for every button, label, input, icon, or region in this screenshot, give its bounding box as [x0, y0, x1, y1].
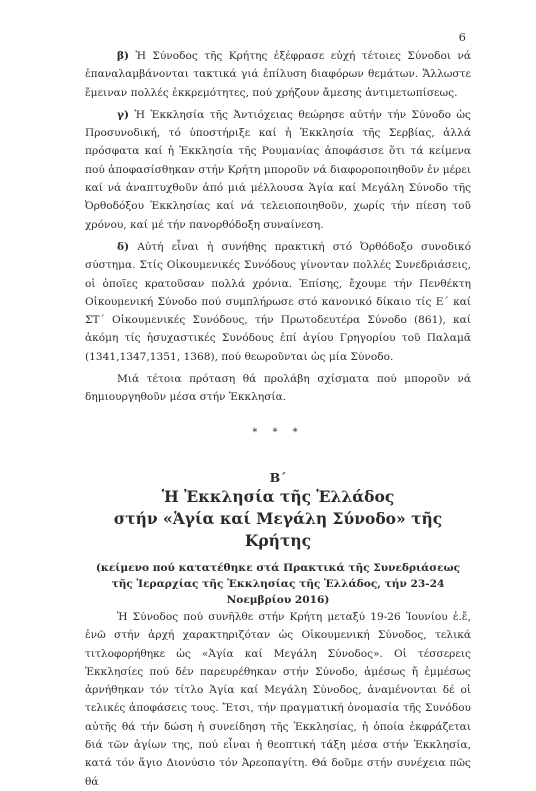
section-subtitle: (κείμενο πού κατατέθηκε στά Πρακτικά τῆς Συνεδριάσεως τῆς Ἱεραρχίας τῆς Ἐκκλησίας τῆς Ἑλλάδος, τήν 23-24 Νοεμβρίου 2016) — [95, 561, 461, 606]
section-letter: Β΄ — [269, 469, 287, 485]
paragraph-proposal: Μιά τέτοια πρόταση θά προλάβη σχίσματα πού μποροῦν νά δημιουργηθοῦν μέσα στήν Ἐκκλησία. — [85, 373, 471, 404]
page-number: 6 — [458, 30, 466, 44]
paragraph-marker: β) — [117, 50, 130, 62]
section-title-line-1: Ἡ Ἐκκλησία τῆς Ἑλλάδος — [161, 486, 395, 506]
paragraph-marker: γ) — [117, 108, 130, 121]
section-separator: * * * — [252, 426, 304, 438]
paragraph-gamma — [85, 106, 471, 234]
paragraph-text: Αὐτή εἶναι ἡ συνήθης πρακτική στό Ὀρθόδοξο συνοδικό σύστημα. Στίς Οἰκουμενικές Συνόδους γίνονταν πολλές Συνεδριάσεις, οἱ ὁποῖες κρατοῦσαν πολλά χρόνια. Ἐπίσης, ἔχουμε τήν Πενθέκτη Οἰκουμενική Σύνοδο πού συμπλήρωσε στό κανονικό δίκαιο τίς Ε΄ καί ΣΤ΄ Οἰκουμενικές Συνόδους, τήν Πρωτοδευτέρα Σύνοδο (861), καί ἀκόμη τίς ἡσυχαστικές Συνόδους ἐπί ἁγίου Γρηγορίου τοῦ Παλαμᾶ (1341,1347,1351, 1368), πού θεωροῦνται ὡς μία Σύνοδο. — [85, 240, 471, 363]
paragraph-text: Ἡ Ἐκκλησία τῆς Ἀντιόχειας θεώρησε αὐτήν τήν Σύνοδο ὡς Προσυνοδική, τό ὑποστήριξε καί ἡ Ἐκκλησία τῆς Σερβίας, ἀλλά πρόσφατα καί ἡ Ἐκκλησία τῆς Ρουμανίας ἀποφάσισε ὅτι τά κείμενα πού ἀποφασίσθηκαν στήν Κρήτη μποροῦν νά διαφοροποιηθοῦν ἐν μέρει καί νά ἀναπτυχθοῦν ἀπό μιά μέλλουσα Ἁγία καί Μεγάλη Σύνοδο τῆς Ὀρθοδόξου Ἐκκλησίας καί νά τελειοποιηθοῦν, χωρίς τήν πίεση τοῦ χρόνου, καί μέ τήν πανορθόδοξη συναίνεση. — [85, 108, 471, 231]
paragraph-text: Ἡ Σύνοδος τῆς Κρήτης ἐξέφρασε εὐχή τέτοιες Σύνοδοι νά ἐπαναλαμβάνονται τακτικά γιά ἐπίλυση διαφόρων θεμάτων. Ἄλλωστε ἔμειναν πολλές ἐκκρεμότητες, πού χρήζουν ἄμεσης ἀντιμετωπίσεως. — [85, 50, 471, 99]
paragraph-beta — [85, 47, 471, 102]
paragraph-delta — [85, 238, 471, 366]
page-content — [85, 47, 471, 791]
closing-paragraph: Ἡ Σύνοδος πού συνῆλθε στήν Κρήτη μεταξύ 19-26 Ἰουνίου ἐ.ἔ, ἐνῶ στήν ἀρχή χαρακτηριζόταν ὡς Οἰκουμενική Σύνοδος, τελικά τιτλοφορήθηκε ὡς «Ἁγία καί Μεγάλη Σύνοδος». Οἱ τέσσερεις Ἐκκλησίες πού δέν παρευρέθηκαν στήν Σύνοδο, ἀμέσως ἤ ἐμμέσως ἀρνήθηκαν τόν τίτλο Ἁγία καί Μεγάλη Σύνοδος, ἀναμένονται δέ οἱ τελικές ἀποφάσεις τους. Ἔτσι, τήν πραγματική ὀνομασία τῆς Συνόδου αὐτῆς θά τήν δώση ἡ συνείδηση τῆς Ἐκκλησίας, ἡ ὁποία ἐκφράζεται διά τῶν ἁγίων της, πού εἶναι ἡ θεοπτική τάξη μέσα στήν Ἐκκλησία, κατά τόν ἅγιο Διονύσιο τόν Ἀρεοπαγίτη. Θά δοῦμε στήν συνέχεια πῶς θά — [85, 610, 471, 788]
section-title-line-2: στήν «Ἁγία καί Μεγάλη Σύνοδο» τῆς Κρήτης — [113, 508, 443, 550]
paragraph-marker: δ) — [117, 240, 130, 253]
